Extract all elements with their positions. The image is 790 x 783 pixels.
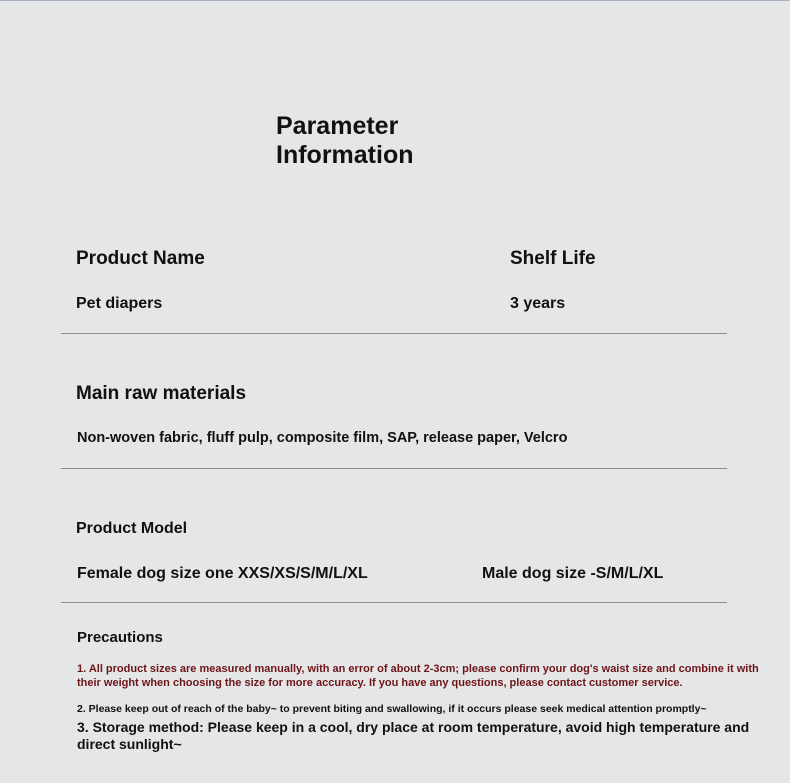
product-name-value: Pet diapers — [76, 295, 163, 312]
precaution-note-3: 3. Storage method: Please keep in a cool, dry place at room temperature, avoid high temperature and direct sunlight~ — [77, 719, 750, 752]
shelf-life-value: 3 years — [510, 295, 566, 312]
materials-value: Non-woven fabric, fluff pulp, composite film, SAP, release paper, Velcro — [77, 430, 568, 446]
divider-2 — [61, 468, 727, 469]
product-name-label: Product Name — [76, 248, 205, 269]
divider-1 — [61, 333, 727, 334]
shelf-life-label: Shelf Life — [510, 248, 596, 269]
top-border — [0, 0, 790, 1]
male-size-value: Male dog size -S/M/L/XL — [482, 565, 664, 582]
precaution-note-1: 1. All product sizes are measured manually, with an error of about 2-3cm; please confirm your dog's waist size and combine it with their weight when choosing the size for more accuracy. If you have any questions, please contact customer service. — [77, 663, 759, 689]
materials-label: Main raw materials — [76, 383, 247, 404]
precaution-note-2: 2. Please keep out of reach of the baby~ to prevent biting and swallowing, if it occurs please seek medical attention promptly~ — [77, 703, 707, 715]
female-size-value: Female dog size one XXS/XS/S/M/L/XL — [77, 565, 368, 582]
precautions-label: Precautions — [77, 629, 163, 646]
page-title: Parameter Information — [276, 112, 414, 169]
divider-3 — [61, 602, 727, 603]
product-model-label: Product Model — [76, 520, 188, 537]
